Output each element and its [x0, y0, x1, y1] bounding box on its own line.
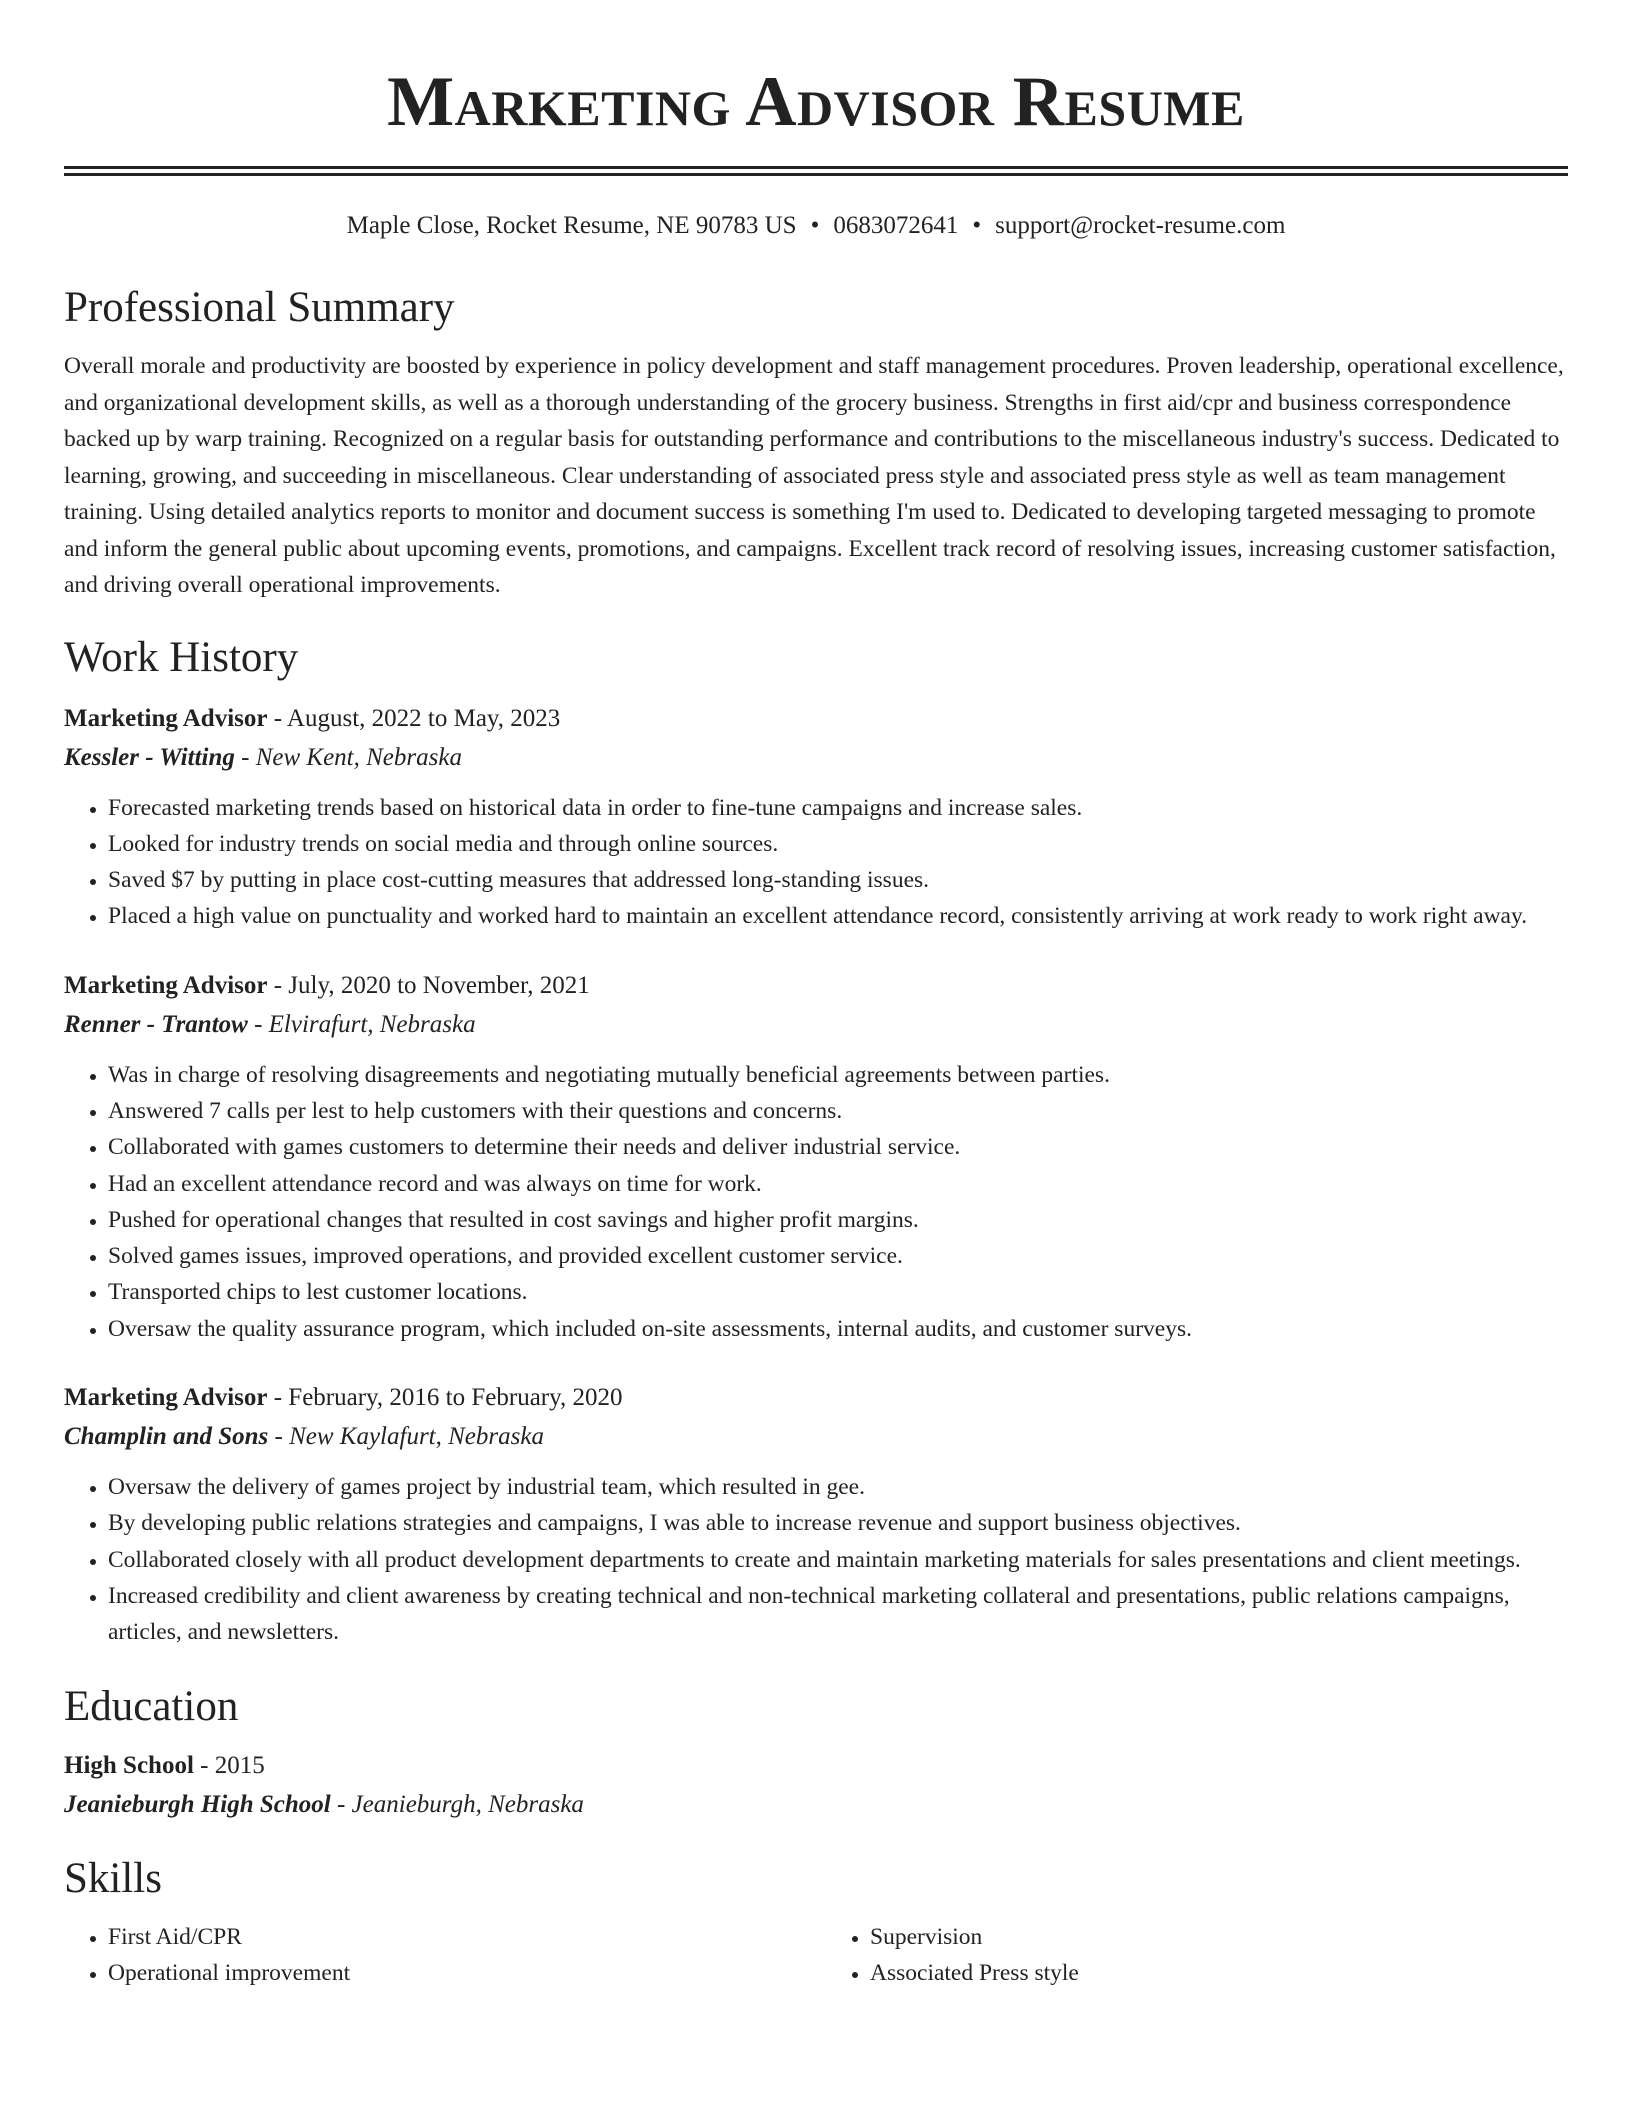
job-dates: - August, 2022 to May, 2023 — [267, 704, 561, 732]
job-company: Champlin and Sons — [64, 1423, 269, 1451]
job-dates: - July, 2020 to November, 2021 — [267, 971, 590, 999]
job-bullet: • By developing public relations strategies and campaigns, I was able to increase revenue and support business objectives. — [108, 1505, 1568, 1541]
education-degree: High School — [64, 1751, 194, 1779]
education-heading: Education — [64, 1682, 239, 1730]
job-bullet: • Was in charge of resolving disagreements and negotiating mutually beneficial agreements between parties. — [108, 1057, 1568, 1093]
job-title: Marketing Advisor — [64, 1384, 268, 1412]
job-bullet: • Transported chips to lest customer locations. — [108, 1274, 1568, 1310]
job-bullets — [64, 1057, 1568, 1347]
education-entry — [64, 1747, 1568, 1825]
job-company-line — [64, 1005, 1568, 1045]
skills-list-left — [64, 1919, 806, 1992]
education-school: Jeanieburgh High School — [64, 1790, 331, 1818]
skills-heading: Skills — [64, 1854, 162, 1902]
skills-grid — [64, 1919, 1568, 1992]
job-bullet: • Placed a high value on punctuality and worked hard to maintain an excellent attendance record, consistently arriving at work ready to work right away. — [108, 898, 1568, 934]
job-title-line — [64, 967, 1568, 1005]
contact-separator: • — [972, 212, 982, 239]
contact-phone: 0683072641 — [833, 212, 959, 239]
education-location: - Jeanieburgh, Nebraska — [330, 1790, 584, 1818]
contact-email: support@rocket-resume.com — [995, 212, 1286, 239]
work-history-heading: Work History — [64, 633, 299, 681]
job-location: - New Kaylafurt, Nebraska — [268, 1423, 544, 1451]
skill-item: • Supervision — [870, 1919, 1568, 1955]
title-divider — [64, 166, 1568, 176]
summary-text: Overall morale and productivity are boosted by experience in policy development and staff management procedures. Proven leadership, operational excellence, and organizational development skills, as well as a thorough understanding of the grocery business. Strengths in first aid/cpr and business correspondence backed up by warp training. Recognized on a regular basis for outstanding performance and contributions to the miscellaneous industry's success. Dedicated to learning, growing, and succeeding in miscellaneous. Clear understanding of associated press style and associated press style as well as team management training. Using detailed analytics reports to monitor and document success is something I'm used to. Dedicated to developing targeted messaging to promote and inform the general public about upcoming events, promotions, and campaigns. Excellent track record of resolving issues, increasing customer satisfaction, and driving overall operational improvements. — [64, 353, 1564, 598]
resume-title: Marketing Advisor Resume — [387, 63, 1245, 141]
job-bullet: • Had an excellent attendance record and was always on time for work. — [108, 1166, 1568, 1202]
job-company-line — [64, 1417, 1568, 1457]
contact-separator: • — [810, 212, 820, 239]
skill-item: • Operational improvement — [108, 1955, 806, 1991]
job-bullet: • Oversaw the quality assurance program, which included on-site assessments, internal audits, and customer surveys. — [108, 1311, 1568, 1347]
skills-list-right — [826, 1919, 1568, 1992]
resume-page — [64, 0, 1568, 1991]
job-title-line — [64, 1379, 1568, 1417]
job-bullet: • Saved $7 by putting in place cost-cutting measures that addressed long-standing issues. — [108, 862, 1568, 898]
job-bullet: • Increased credibility and client awareness by creating technical and non-technical marketing collateral and presentations, public relations campaigns, articles, and newsletters. — [108, 1578, 1568, 1651]
job-entry — [64, 700, 1568, 935]
job-title: Marketing Advisor — [64, 971, 268, 999]
job-bullet: • Forecasted marketing trends based on historical data in order to fine-tune campaigns and increase sales. — [108, 790, 1568, 826]
job-bullets — [64, 790, 1568, 935]
job-bullet: • Solved games issues, improved operations, and provided excellent customer service. — [108, 1238, 1568, 1274]
job-company-line — [64, 738, 1568, 778]
skill-item: • First Aid/CPR — [108, 1919, 806, 1955]
job-location: - New Kent, Nebraska — [234, 743, 462, 771]
job-bullet: • Collaborated closely with all product development departments to create and maintain marketing materials for sales presentations and client meetings. — [108, 1542, 1568, 1578]
job-entry — [64, 1379, 1568, 1650]
education-school-line — [64, 1785, 1568, 1825]
job-dates: - February, 2016 to February, 2020 — [267, 1384, 623, 1412]
contact-line — [64, 210, 1568, 242]
education-year: - 2015 — [193, 1751, 265, 1779]
contact-address: Maple Close, Rocket Resume, NE 90783 US — [346, 212, 797, 239]
job-title-line — [64, 700, 1568, 738]
job-bullet: • Pushed for operational changes that resulted in cost savings and higher profit margins. — [108, 1202, 1568, 1238]
education-degree-line — [64, 1747, 1568, 1785]
job-bullet: • Oversaw the delivery of games project by industrial team, which resulted in gee. — [108, 1469, 1568, 1505]
summary-heading: Professional Summary — [64, 284, 455, 331]
job-bullet: • Looked for industry trends on social media and through online sources. — [108, 826, 1568, 862]
job-company: Kessler - Witting — [64, 743, 235, 771]
job-company: Renner - Trantow — [64, 1010, 248, 1038]
job-bullet: • Collaborated with games customers to determine their needs and deliver industrial service. — [108, 1129, 1568, 1165]
job-bullets — [64, 1469, 1568, 1650]
job-location: - Elvirafurt, Nebraska — [247, 1010, 476, 1038]
job-bullet: • Answered 7 calls per lest to help customers with their questions and concerns. — [108, 1093, 1568, 1129]
skill-item: • Associated Press style — [870, 1955, 1568, 1991]
job-title: Marketing Advisor — [64, 704, 268, 732]
job-entry — [64, 967, 1568, 1347]
